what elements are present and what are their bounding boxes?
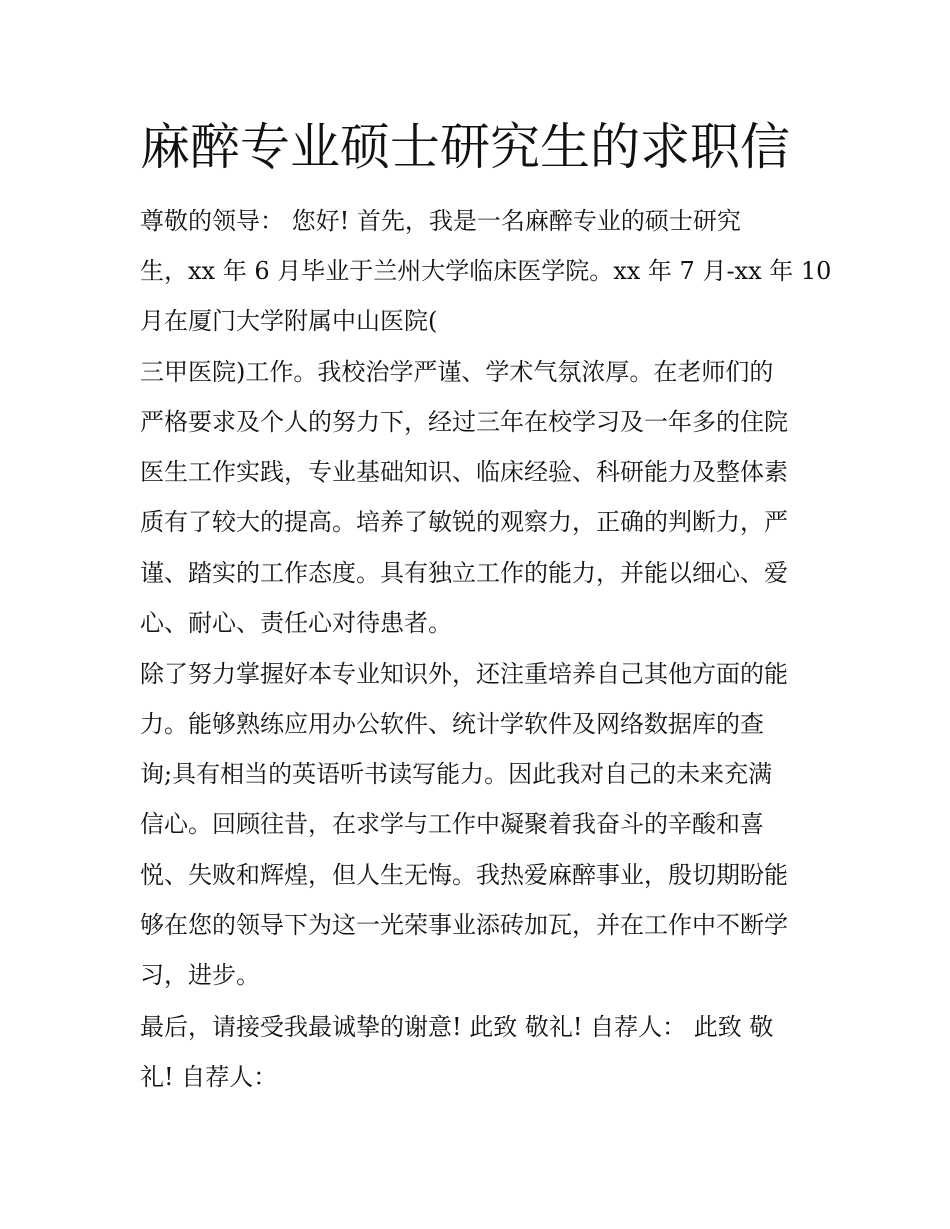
body-line: 礼! 自荐人： (140, 1063, 278, 1091)
body-line: 生，xx 年 6 月毕业于兰州大学临床医学院。xx 年 7 月-xx 年 10 (140, 257, 832, 285)
body-line: 谨、踏实的工作态度。具有独立工作的能力，并能以细心、爱 (140, 559, 788, 587)
body-line: 询;具有相当的英语听书读写能力。因此我对自己的未来充满 (140, 760, 773, 788)
body-line: 心、耐心、责任心对待患者。 (140, 609, 452, 637)
body-line: 悦、失败和辉煌，但人生无悔。我热爱麻醉事业，殷切期盼能 (140, 861, 788, 889)
body-line: 信心。回顾往昔，在求学与工作中凝聚着我奋斗的辛酸和喜 (140, 810, 764, 838)
body-line: 力。能够熟练应用办公软件、统计学软件及网络数据库的查 (140, 710, 764, 738)
body-line: 尊敬的领导： 您好! 首先，我是一名麻醉专业的硕士研究 (140, 207, 741, 235)
body-line: 医生工作实践，专业基础知识、临床经验、科研能力及整体素 (140, 458, 788, 486)
body-line: 除了努力掌握好本专业知识外，还注重培养自己其他方面的能 (140, 660, 788, 688)
body-line: 够在您的领导下为这一光荣事业添砖加瓦，并在工作中不断学 (140, 911, 788, 939)
body-line: 习，进步。 (140, 961, 260, 989)
body-line: 质有了较大的提高。培养了敏锐的观察力，正确的判断力，严 (140, 508, 788, 536)
document-title: 麻醉专业硕士研究生的求职信 (140, 118, 790, 176)
body-line: 最后，请接受我最诚挚的谢意! 此致 敬礼! 自荐人： 此致 敬 (140, 1013, 774, 1041)
body-line: 月在厦门大学附属中山医院( (140, 307, 438, 335)
body-line: 严格要求及个人的努力下，经过三年在校学习及一年多的住院 (140, 408, 788, 436)
body-line: 三甲医院)工作。我校治学严谨、学术气氛浓厚。在老师们的 (140, 358, 774, 386)
